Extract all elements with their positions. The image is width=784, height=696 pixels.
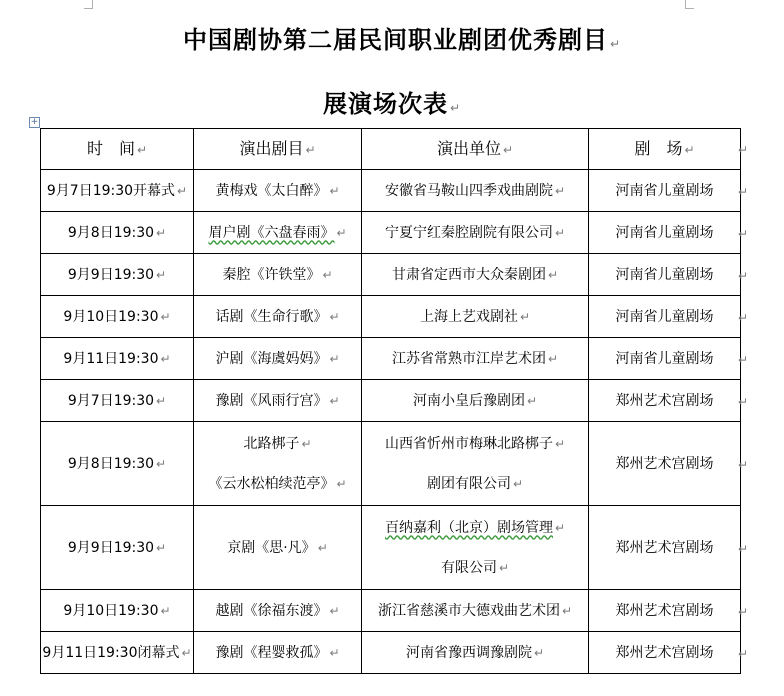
title-line-2-text: 展演场次表 bbox=[322, 90, 448, 118]
row-end-mark-icon: ↵ bbox=[738, 269, 749, 283]
unit-text: 剧团有限公司 bbox=[426, 475, 511, 492]
row-end-mark-icon: ↵ bbox=[738, 185, 749, 199]
paragraph-mark-icon: ↵ bbox=[533, 645, 545, 660]
paragraph-mark-icon: ↵ bbox=[554, 183, 566, 198]
cell-time bbox=[41, 254, 194, 296]
row-end-mark-icon: ↵ bbox=[738, 311, 749, 325]
play-text: 沪剧《海虞妈妈》 bbox=[215, 350, 328, 367]
cell-time bbox=[41, 338, 194, 380]
play-line bbox=[222, 267, 332, 283]
paragraph-mark-icon: ↵ bbox=[156, 225, 167, 240]
cell-time bbox=[41, 590, 194, 632]
paragraph-mark-icon: ↵ bbox=[317, 540, 328, 555]
cell-time bbox=[41, 296, 194, 338]
cell-unit bbox=[362, 296, 589, 338]
cell-time bbox=[41, 422, 194, 506]
cell-unit bbox=[362, 380, 589, 422]
cell-venue bbox=[589, 212, 741, 254]
paragraph-mark-icon: ↵ bbox=[329, 183, 340, 198]
paragraph-mark-icon: ↵ bbox=[136, 142, 148, 157]
play-line bbox=[215, 351, 339, 367]
paragraph-mark-icon: ↵ bbox=[160, 603, 171, 618]
time-text: 9月8日19:30 bbox=[67, 455, 155, 472]
table-row bbox=[41, 506, 741, 590]
cell-unit bbox=[362, 632, 589, 674]
venue-text: 河南省儿童剧场 bbox=[615, 224, 714, 241]
cell-play bbox=[194, 296, 362, 338]
unit-text: 河南省豫西调豫剧院 bbox=[405, 644, 532, 661]
play-text: 北路梆子 bbox=[243, 435, 300, 452]
venue-text: 郑州艺术宫剧场 bbox=[615, 602, 714, 619]
cell-play bbox=[194, 212, 362, 254]
cell-unit bbox=[362, 212, 589, 254]
unit-text: 安徽省马鞍山四季戏曲剧院 bbox=[384, 182, 553, 199]
venue-text: 河南省儿童剧场 bbox=[615, 350, 714, 367]
cell-time bbox=[41, 380, 194, 422]
venue-text: 郑州艺术宫剧场 bbox=[615, 392, 714, 409]
row-end-mark-icon: ↵ bbox=[738, 647, 749, 661]
cell-play bbox=[194, 338, 362, 380]
cell-unit bbox=[362, 254, 589, 296]
cell-venue bbox=[589, 632, 741, 674]
header-play bbox=[194, 129, 362, 170]
schedule-table bbox=[40, 128, 741, 674]
cell-unit bbox=[362, 170, 589, 212]
unit-line bbox=[362, 508, 588, 548]
play-text: 话剧《生命行歌》 bbox=[215, 308, 328, 325]
play-line bbox=[194, 424, 361, 464]
cell-unit bbox=[362, 590, 589, 632]
paragraph-mark-icon: ↵ bbox=[156, 456, 167, 471]
play-text: 越剧《徐福东渡》 bbox=[215, 602, 328, 619]
play-line bbox=[215, 603, 339, 619]
row-end-mark-icon: ↵ bbox=[738, 605, 749, 619]
play-line bbox=[215, 183, 339, 199]
paragraph-mark-icon: ↵ bbox=[449, 101, 462, 115]
paragraph-mark-icon: ↵ bbox=[547, 267, 559, 282]
paragraph-mark-icon: ↵ bbox=[554, 225, 566, 240]
cell-venue bbox=[589, 380, 741, 422]
venue-text: 河南省儿童剧场 bbox=[615, 266, 714, 283]
paragraph-mark-icon: ↵ bbox=[305, 142, 316, 157]
paragraph-mark-icon: ↵ bbox=[554, 520, 566, 535]
unit-text: 河南小皇后豫剧团 bbox=[412, 392, 525, 409]
venue-text: 郑州艺术宫剧场 bbox=[615, 539, 714, 556]
paragraph-mark-icon: ↵ bbox=[329, 393, 340, 408]
cell-time bbox=[41, 170, 194, 212]
unit-text: 山西省忻州市梅琳北路梆子 bbox=[384, 435, 553, 452]
cell-venue bbox=[589, 422, 741, 506]
unit-text: 江苏省常熟市江岸艺术团 bbox=[391, 350, 546, 367]
page-corner-mark-left bbox=[84, 0, 93, 9]
unit-text: 上海上艺戏剧社 bbox=[419, 308, 518, 325]
paragraph-mark-icon: ↵ bbox=[547, 351, 559, 366]
table-row bbox=[41, 632, 741, 674]
cell-play bbox=[194, 506, 362, 590]
paragraph-mark-icon: ↵ bbox=[160, 309, 171, 324]
header-unit-label: 演出单位 bbox=[436, 138, 501, 158]
play-text: 豫剧《程婴救孤》 bbox=[215, 644, 328, 661]
table-row bbox=[41, 170, 741, 212]
row-end-mark-icon: ↵ bbox=[738, 458, 749, 472]
paragraph-mark-icon: ↵ bbox=[156, 393, 167, 408]
cell-play bbox=[194, 590, 362, 632]
row-end-mark-icon: ↵ bbox=[738, 395, 749, 409]
table-row bbox=[41, 590, 741, 632]
cell-unit bbox=[362, 338, 589, 380]
time-text: 9月7日19:30开幕式 bbox=[46, 182, 176, 199]
cell-venue bbox=[589, 170, 741, 212]
cell-unit bbox=[362, 506, 589, 590]
time-text: 9月11日19:30 bbox=[63, 350, 159, 367]
unit-text: 百纳嘉利（北京）剧场管理 bbox=[384, 519, 553, 536]
header-play-label: 演出剧目 bbox=[239, 138, 304, 158]
unit-line bbox=[420, 309, 530, 325]
venue-text: 郑州艺术宫剧场 bbox=[615, 644, 714, 661]
header-venue-label: 剧 场 bbox=[634, 138, 683, 158]
cell-venue bbox=[589, 296, 741, 338]
cell-venue bbox=[589, 590, 741, 632]
document-title-line-1 bbox=[10, 20, 784, 55]
table-row bbox=[41, 422, 741, 506]
table-move-handle-icon[interactable]: + bbox=[30, 117, 39, 127]
paragraph-mark-icon: ↵ bbox=[322, 267, 333, 282]
paragraph-mark-icon: ↵ bbox=[160, 351, 171, 366]
paragraph-mark-icon: ↵ bbox=[156, 540, 167, 555]
paragraph-mark-icon: ↵ bbox=[519, 309, 531, 324]
table-row bbox=[41, 212, 741, 254]
page-corner-mark-right bbox=[685, 0, 694, 9]
paragraph-mark-icon: ↵ bbox=[526, 393, 538, 408]
cell-play bbox=[194, 632, 362, 674]
unit-line bbox=[362, 548, 588, 588]
paragraph-mark-icon: ↵ bbox=[177, 183, 188, 198]
unit-text: 宁夏宁红秦腔剧院有限公司 bbox=[384, 224, 553, 241]
venue-text: 河南省儿童剧场 bbox=[615, 308, 714, 325]
table-row bbox=[41, 254, 741, 296]
header-time bbox=[41, 129, 194, 170]
row-end-mark-icon: ↵ bbox=[738, 542, 749, 556]
unit-text: 甘肃省定西市大众秦剧团 bbox=[391, 266, 546, 283]
cell-time bbox=[41, 506, 194, 590]
unit-text: 有限公司 bbox=[440, 559, 497, 576]
paragraph-mark-icon: ↵ bbox=[156, 267, 167, 282]
cell-play bbox=[194, 254, 362, 296]
play-text: 《云水松柏续范亭》 bbox=[208, 475, 335, 492]
play-text: 黄梅戏《太白醉》 bbox=[215, 182, 328, 199]
paragraph-mark-icon: ↵ bbox=[512, 476, 524, 491]
paragraph-mark-icon: ↵ bbox=[498, 560, 510, 575]
table-row bbox=[41, 338, 741, 380]
play-line bbox=[215, 309, 339, 325]
cell-venue bbox=[589, 254, 741, 296]
paragraph-mark-icon: ↵ bbox=[329, 351, 340, 366]
play-line bbox=[215, 645, 339, 661]
cell-play bbox=[194, 422, 362, 506]
paragraph-mark-icon: ↵ bbox=[329, 645, 340, 660]
row-end-mark-icon: ↵ bbox=[738, 143, 749, 157]
row-end-mark-icon: ↵ bbox=[738, 227, 749, 241]
unit-line bbox=[392, 351, 558, 367]
table-row bbox=[41, 380, 741, 422]
row-end-mark-icon: ↵ bbox=[738, 353, 749, 367]
header-unit bbox=[362, 129, 589, 170]
paragraph-mark-icon: ↵ bbox=[329, 309, 340, 324]
play-line bbox=[227, 540, 328, 556]
play-line bbox=[208, 225, 346, 241]
play-line bbox=[194, 464, 361, 504]
time-text: 9月7日19:30 bbox=[67, 392, 155, 409]
time-text: 9月11日19:30闭幕式 bbox=[42, 644, 180, 661]
unit-line bbox=[362, 424, 588, 464]
paragraph-mark-icon: ↵ bbox=[336, 476, 347, 491]
paragraph-mark-icon: ↵ bbox=[609, 37, 622, 51]
paragraph-mark-icon: ↵ bbox=[329, 603, 340, 618]
cell-time bbox=[41, 212, 194, 254]
play-text: 京剧《思·凡》 bbox=[227, 539, 316, 556]
unit-text: 浙江省慈溪市大德戏曲艺术团 bbox=[377, 602, 560, 619]
cell-play bbox=[194, 170, 362, 212]
venue-text: 郑州艺术宫剧场 bbox=[615, 455, 714, 472]
cell-time bbox=[41, 632, 194, 674]
play-text: 豫剧《风雨行宫》 bbox=[215, 392, 328, 409]
paragraph-mark-icon: ↵ bbox=[502, 142, 514, 157]
time-text: 9月10日19:30 bbox=[63, 308, 159, 325]
header-venue bbox=[589, 129, 741, 170]
unit-line bbox=[413, 393, 537, 409]
table-header-row bbox=[41, 129, 741, 170]
paragraph-mark-icon: ↵ bbox=[336, 225, 347, 240]
venue-text: 河南省儿童剧场 bbox=[615, 182, 714, 199]
paragraph-mark-icon: ↵ bbox=[301, 436, 312, 451]
cell-venue bbox=[589, 338, 741, 380]
play-text: 眉户剧《六盘春雨》 bbox=[208, 224, 335, 241]
paragraph-mark-icon: ↵ bbox=[561, 603, 573, 618]
unit-line bbox=[378, 603, 572, 619]
unit-line bbox=[406, 645, 544, 661]
unit-line bbox=[385, 225, 565, 241]
unit-line bbox=[392, 267, 558, 283]
cell-venue bbox=[589, 506, 741, 590]
unit-line bbox=[362, 464, 588, 504]
paragraph-mark-icon: ↵ bbox=[554, 436, 566, 451]
paragraph-mark-icon: ↵ bbox=[181, 645, 192, 660]
play-line bbox=[215, 393, 339, 409]
time-text: 9月10日19:30 bbox=[63, 602, 159, 619]
unit-line bbox=[385, 183, 565, 199]
cell-unit bbox=[362, 422, 589, 506]
header-time-label: 时 间 bbox=[86, 138, 135, 158]
time-text: 9月8日19:30 bbox=[67, 224, 155, 241]
time-text: 9月9日19:30 bbox=[67, 539, 155, 556]
paragraph-mark-icon: ↵ bbox=[684, 142, 695, 157]
time-text: 9月9日19:30 bbox=[67, 266, 155, 283]
table-row bbox=[41, 296, 741, 338]
document-title-line-2 bbox=[0, 84, 784, 119]
title-line-1-text: 中国剧协第二届民间职业剧团优秀剧目 bbox=[182, 26, 608, 54]
play-text: 秦腔《许铁堂》 bbox=[222, 266, 321, 283]
cell-play bbox=[194, 380, 362, 422]
